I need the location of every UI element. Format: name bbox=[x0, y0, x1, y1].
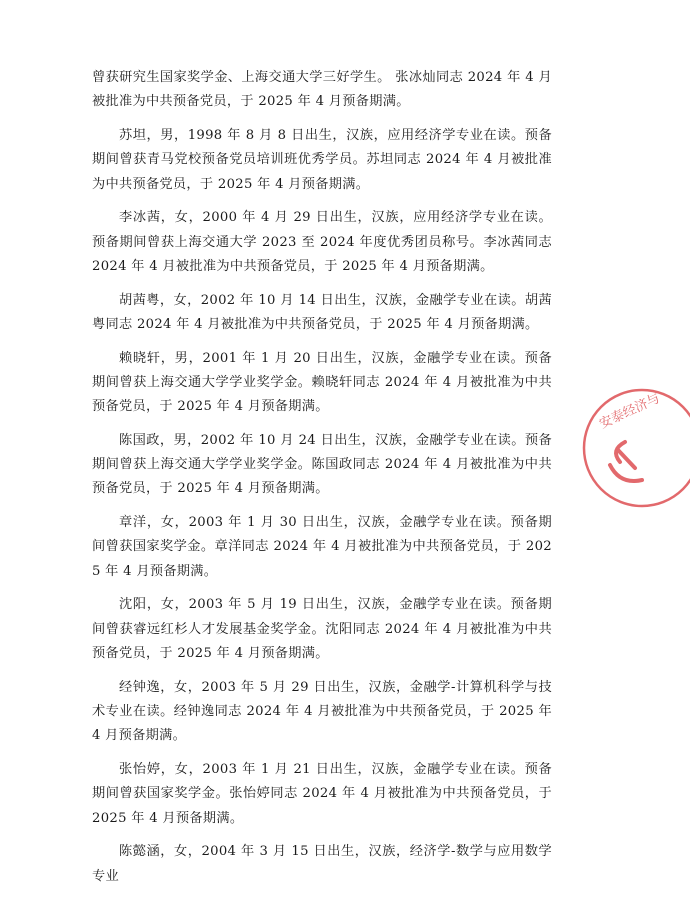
paragraph-3: 李冰茜，女，2000 年 4 月 29 日出生，汉族，应用经济学专业在读。预备期间曾获上海交通大学 2023 至 2024 年度优秀团员称号。李冰茜同志 2024 年 4 月被批准为中共预备党员，于 2025 年 4 月预备期满。 bbox=[92, 210, 552, 274]
seal-emblem bbox=[610, 442, 642, 481]
paragraph-11: 陈懿涵，女，2004 年 3 月 15 日出生，汉族，经济学-数学与应用数学专业 bbox=[92, 844, 552, 884]
paragraph-7: 章洋，女，2003 年 1 月 30 日出生，汉族，金融学专业在读。预备期间曾获国家奖学金。章洋同志 2024 年 4 月被批准为中共预备党员，于 2025 年 4 月预备期满。 bbox=[92, 515, 552, 579]
paragraph-5: 赖晓轩，男，2001 年 1 月 20 日出生，汉族，金融学专业在读。预备期间曾获上海交通大学学业奖学金。赖晓轩同志 2024 年 4 月被批准为中共预备党员，于 2025 年 4 月预备期满。 bbox=[92, 350, 552, 415]
paragraph-4: 胡茜粤，女，2002 年 10 月 14 日出生，汉族，金融学专业在读。胡茜粤同志 2024 年 4 月被批准为中共预备党员，于 2025 年 4 月预备期满。 bbox=[92, 292, 552, 332]
document-body bbox=[92, 66, 552, 898]
paragraph-1: 曾获研究生国家奖学金、上海交通大学三好学生。 张冰灿同志 2024 年 4 月被批准为中共预备党员，于 2025 年 4 月预备期满。 bbox=[92, 70, 552, 110]
official-seal-stamp bbox=[580, 380, 690, 520]
paragraph-2: 苏坦，男，1998 年 8 月 8 日出生，汉族，应用经济学专业在读。预备期间曾获青马党校预备党员培训班优秀学员。苏坦同志 2024 年 4 月被批准为中共预备党员，于 2025 年 4 月预备期满。 bbox=[92, 127, 552, 192]
paragraph-6: 陈国政，男，2002 年 10 月 24 日出生，汉族，金融学专业在读。预备期间曾获上海交通大学学业奖学金。陈国政同志 2024 年 4 月被批准为中共预备党员，于 2025 年 4 月预备期满。 bbox=[92, 432, 552, 497]
paragraph-10: 张怡婷，女，2003 年 1 月 21 日出生，汉族，金融学专业在读。预备期间曾获国家奖学金。张怡婷同志 2024 年 4 月被批准为中共预备党员，于 2025 年 4 月预备期满。 bbox=[92, 761, 552, 826]
seal-text: 安泰经济与 bbox=[597, 391, 663, 433]
paragraph-8: 沈阳，女，2003 年 5 月 19 日出生，汉族，金融学专业在读。预备期间曾获睿远红杉人才发展基金奖学金。沈阳同志 2024 年 4 月被批准为中共预备党员，于 2025 年 4 月预备期满。 bbox=[92, 597, 552, 661]
paragraph-9: 经钟逸，女，2003 年 5 月 29 日出生，汉族，金融学-计算机科学与技术专业在读。经钟逸同志 2024 年 4 月被批准为中共预备党员，于 2025 年 4 月预备期满。 bbox=[92, 679, 552, 744]
